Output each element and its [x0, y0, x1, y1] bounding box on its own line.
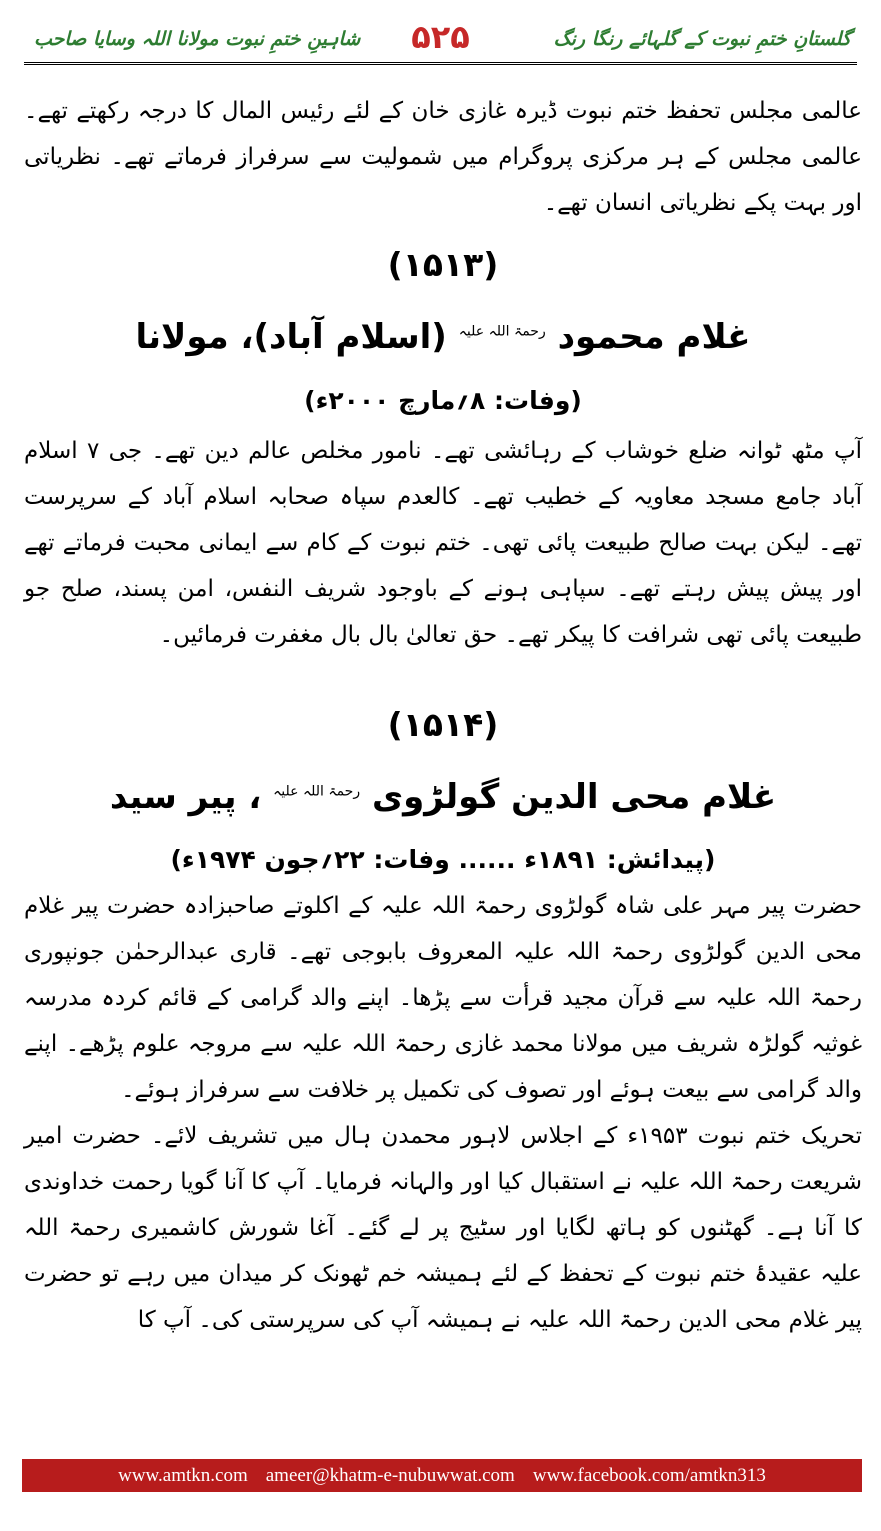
entry-dates: (پیدائش: ۱۸۹۱ء ...... وفات: ۲۲؍جون ۱۹۷۴ء)	[170, 844, 716, 874]
book-title: گلستانِ ختمِ نبوت کے گلہائے رنگا رنگ	[553, 28, 851, 50]
entry-paragraph: تحریک ختم نبوت ۱۹۵۳ء کے اجلاس لاہور محمدن ہال میں تشریف لائے۔ حضرت امیر شریعت رحمۃ اللہ علیہ نے استقبال کیا اور والہانہ فرمایا۔ آپ کا آنا گویا رحمت خداوندی کا آنا ہے۔ گھٹنوں کو ہاتھ لگایا اور سٹیج پر لے گئے۔ آغا شورش کاشمیری رحمۃ اللہ علیہ عقیدۂ ختم نبوت کے تحفظ کے لئے ہمیشہ خم ٹھونک کر میدان میں رہے تو حضرت پیر غلام محی الدین رحمۃ اللہ علیہ نے ہمیشہ آپ کی سرپرستی کی۔ آپ کا	[24, 1122, 863, 1333]
entry-title-suffix: ، پیر سید	[109, 777, 262, 818]
page-footer	[22, 1459, 862, 1492]
website-link[interactable]: www.amtkn.com	[118, 1464, 248, 1486]
entry-number: (۱۵۱۳)	[387, 245, 499, 284]
entry-title	[24, 319, 862, 356]
entry-1514	[24, 705, 863, 1342]
honorific-mark: رحمۃ اللہ علیہ	[458, 323, 546, 340]
honorific-mark: رحمۃ اللہ علیہ	[273, 784, 361, 801]
entry-number: (۱۵۱۴)	[387, 705, 499, 745]
entry-title-name: غلام محی الدین گولڑوی	[371, 777, 777, 818]
entry-title-name: غلام محمود	[557, 317, 751, 357]
entry-paragraph: آپ مٹھ ٹوانہ ضلع خوشاب کے رہائشی تھے۔ نامور مخلص عالم دین تھے۔ جی ۷ اسلام آباد جامع مسجد معاویہ کے خطیب تھے۔ کالعدم سپاہ صحابہ اسلام آباد کے سرپرست تھے۔ لیکن بہت صالح طبیعت پائی تھی۔ ختم نبوت کے کام سے ایمانی محبت فرماتے تھے اور پیش پیش رہتے تھے۔ سپاہی ہونے کے باوجود شریف النفس، امن پسند، صلح جو طبیعت پائی تھی شرافت کا پیکر تھے۔ حق تعالیٰ بال بال مغفرت فرمائیں۔	[24, 438, 863, 649]
entry-title	[24, 779, 862, 816]
author-name: شاہینِ ختمِ نبوت مولانا اللہ وسایا صاحب	[34, 28, 361, 50]
facebook-link[interactable]: www.facebook.com/amtkn313	[532, 1464, 766, 1486]
entry-dates: (وفات: ۸؍مارچ ۲۰۰۰ء)	[304, 386, 582, 416]
header-divider	[24, 62, 857, 65]
page-content	[24, 88, 862, 1343]
page-header	[24, 14, 857, 64]
page-number: ۵۲۵	[411, 18, 470, 56]
intro-paragraph: عالمی مجلس تحفظ ختم نبوت ڈیرہ غازی خان کے لئے رئیس المال کا درجہ رکھتے تھے۔ عالمی مجلس کے ہر مرکزی پروگرام میں شمولیت سے سرفراز فرماتے تھے۔ نظریاتی اور بہت پکے نظریاتی انسان تھے۔	[24, 98, 862, 216]
entry-paragraph: حضرت پیر مہر علی شاہ گولڑوی رحمۃ اللہ علیہ کے اکلوتے صاحبزادہ حضرت پیر غلام محی الدین گولڑوی رحمۃ اللہ علیہ المعروف بابوجی تھے۔ قاری عبدالرحمٰن جونپوری رحمۃ اللہ علیہ سے قرآن مجید قرأت سے پڑھا۔ اپنے والد گرامی کے قائم کردہ مدرسہ غوثیہ گولڑہ شریف میں مولانا محمد غازی رحمۃ اللہ علیہ سے مروجہ علوم پڑھے۔ اپنے والد گرامی سے بیعت ہوئے اور تصوف کی تکمیل پر خلافت سے سرفراز ہوئے۔	[24, 892, 862, 1103]
entry-1513	[24, 245, 863, 658]
email-link[interactable]: ameer@khatm-e-nubuwwat.com	[265, 1464, 515, 1486]
entry-title-suffix: (اسلام آباد)، مولانا	[135, 317, 447, 357]
